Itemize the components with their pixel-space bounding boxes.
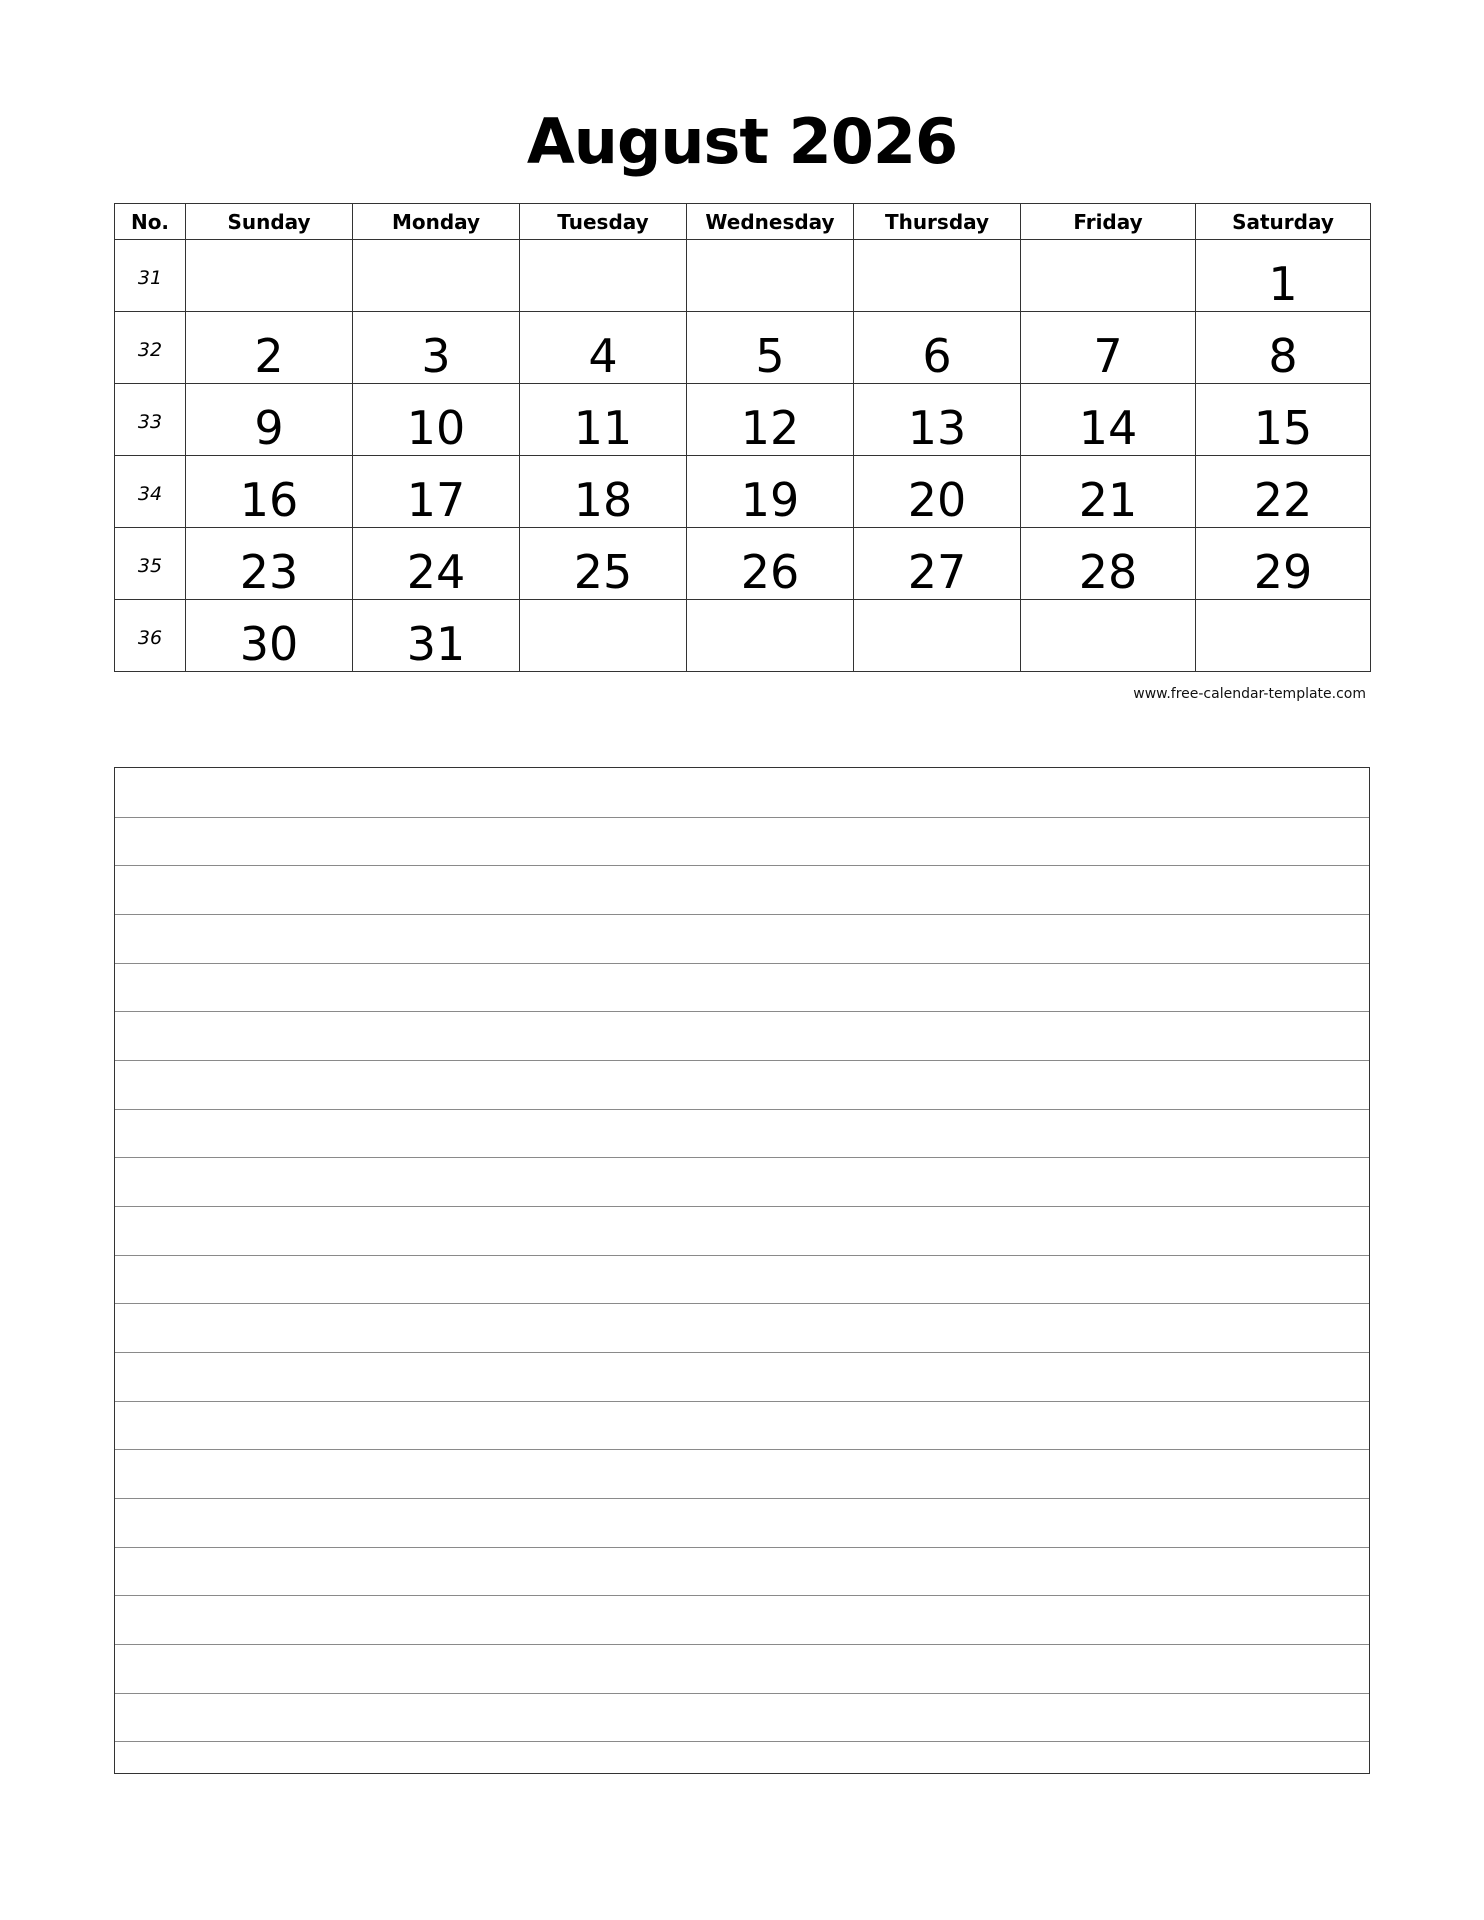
day-number: 16 xyxy=(239,472,299,527)
website-credit: www.free-calendar-template.com xyxy=(1133,686,1366,702)
day-cell xyxy=(520,456,687,528)
day-number: 31 xyxy=(406,616,466,671)
note-line xyxy=(115,914,1369,915)
day-cell xyxy=(687,384,854,456)
day-cell xyxy=(1021,528,1196,600)
day-cell xyxy=(186,600,353,672)
day-cell xyxy=(520,384,687,456)
note-line xyxy=(115,1206,1369,1207)
day-number: 1 xyxy=(1268,256,1298,311)
note-line xyxy=(115,1741,1369,1742)
week-number-header: No. xyxy=(115,204,186,240)
day-cell xyxy=(1021,312,1196,384)
day-number: 7 xyxy=(1093,328,1123,383)
notes-box[interactable] xyxy=(114,767,1370,1774)
week-number-cell xyxy=(115,312,186,384)
day-cell xyxy=(1196,384,1371,456)
day-number: 4 xyxy=(588,328,618,383)
day-cell xyxy=(353,384,520,456)
day-cell xyxy=(520,600,687,672)
week-row xyxy=(115,528,1371,600)
note-line xyxy=(115,1303,1369,1304)
week-number-cell xyxy=(115,240,186,312)
day-cell xyxy=(854,600,1021,672)
week-number: 31 xyxy=(137,266,163,289)
day-cell xyxy=(353,240,520,312)
week-row xyxy=(115,456,1371,528)
day-cell xyxy=(1021,456,1196,528)
week-number: 34 xyxy=(137,482,163,505)
note-line xyxy=(115,1449,1369,1450)
day-number: 14 xyxy=(1078,400,1138,455)
note-line xyxy=(115,1109,1369,1110)
week-row xyxy=(115,240,1371,312)
day-number: 21 xyxy=(1078,472,1138,527)
day-number: 29 xyxy=(1253,544,1313,599)
day-cell xyxy=(1196,240,1371,312)
week-number-cell xyxy=(115,600,186,672)
note-line xyxy=(115,1255,1369,1256)
note-line xyxy=(115,1547,1369,1548)
day-cell xyxy=(854,384,1021,456)
day-number: 3 xyxy=(421,328,451,383)
day-number: 30 xyxy=(239,616,299,671)
day-cell xyxy=(186,384,353,456)
day-cell xyxy=(186,312,353,384)
note-line xyxy=(115,1157,1369,1158)
note-line xyxy=(115,1498,1369,1499)
day-number: 26 xyxy=(740,544,800,599)
day-cell xyxy=(1021,384,1196,456)
week-number-cell xyxy=(115,456,186,528)
day-cell xyxy=(1196,528,1371,600)
day-cell xyxy=(1196,600,1371,672)
day-header-friday: Friday xyxy=(1021,204,1196,240)
day-number: 6 xyxy=(922,328,952,383)
day-cell xyxy=(854,240,1021,312)
day-cell xyxy=(854,528,1021,600)
note-line xyxy=(115,1644,1369,1645)
day-cell xyxy=(1021,240,1196,312)
week-number: 32 xyxy=(137,338,163,361)
day-cell xyxy=(854,312,1021,384)
day-cell xyxy=(1196,456,1371,528)
note-line xyxy=(115,1352,1369,1353)
day-number: 8 xyxy=(1268,328,1298,383)
day-cell xyxy=(687,600,854,672)
day-number: 19 xyxy=(740,472,800,527)
day-number: 20 xyxy=(907,472,967,527)
week-row xyxy=(115,384,1371,456)
calendar-header-row xyxy=(115,204,1371,240)
day-cell xyxy=(854,456,1021,528)
day-number: 11 xyxy=(573,400,633,455)
day-number: 2 xyxy=(254,328,284,383)
day-cell xyxy=(186,240,353,312)
day-cell xyxy=(1196,312,1371,384)
day-number: 24 xyxy=(406,544,466,599)
day-header-tuesday: Tuesday xyxy=(520,204,687,240)
calendar-grid xyxy=(114,203,1371,672)
day-cell xyxy=(186,456,353,528)
note-line xyxy=(115,1011,1369,1012)
day-cell xyxy=(353,312,520,384)
day-header-monday: Monday xyxy=(353,204,520,240)
note-line xyxy=(115,817,1369,818)
day-number: 13 xyxy=(907,400,967,455)
day-cell xyxy=(1021,600,1196,672)
note-line xyxy=(115,1401,1369,1402)
day-number: 28 xyxy=(1078,544,1138,599)
day-cell xyxy=(186,528,353,600)
week-number: 36 xyxy=(137,626,163,649)
day-number: 10 xyxy=(406,400,466,455)
note-line xyxy=(115,1060,1369,1061)
note-line xyxy=(115,1595,1369,1596)
day-header-thursday: Thursday xyxy=(854,204,1021,240)
week-number-cell xyxy=(115,528,186,600)
day-number: 12 xyxy=(740,400,800,455)
day-number: 23 xyxy=(239,544,299,599)
week-number: 35 xyxy=(137,554,163,577)
day-cell xyxy=(353,528,520,600)
day-header-saturday: Saturday xyxy=(1196,204,1371,240)
note-line xyxy=(115,865,1369,866)
day-cell xyxy=(687,312,854,384)
day-number: 25 xyxy=(573,544,633,599)
note-line xyxy=(115,1693,1369,1694)
day-number: 9 xyxy=(254,400,284,455)
day-number: 5 xyxy=(755,328,785,383)
day-cell xyxy=(353,456,520,528)
day-cell xyxy=(687,456,854,528)
day-number: 22 xyxy=(1253,472,1313,527)
week-row xyxy=(115,312,1371,384)
calendar-title: August 2026 xyxy=(526,105,958,178)
day-cell xyxy=(520,312,687,384)
day-number: 15 xyxy=(1253,400,1313,455)
day-cell xyxy=(687,240,854,312)
week-number-cell xyxy=(115,384,186,456)
day-number: 18 xyxy=(573,472,633,527)
day-cell xyxy=(520,528,687,600)
day-number: 17 xyxy=(406,472,466,527)
day-cell xyxy=(353,600,520,672)
week-number: 33 xyxy=(137,410,163,433)
day-number: 27 xyxy=(907,544,967,599)
week-row xyxy=(115,600,1371,672)
day-cell xyxy=(520,240,687,312)
day-cell xyxy=(687,528,854,600)
note-line xyxy=(115,963,1369,964)
day-header-wednesday: Wednesday xyxy=(687,204,854,240)
day-header-sunday: Sunday xyxy=(186,204,353,240)
